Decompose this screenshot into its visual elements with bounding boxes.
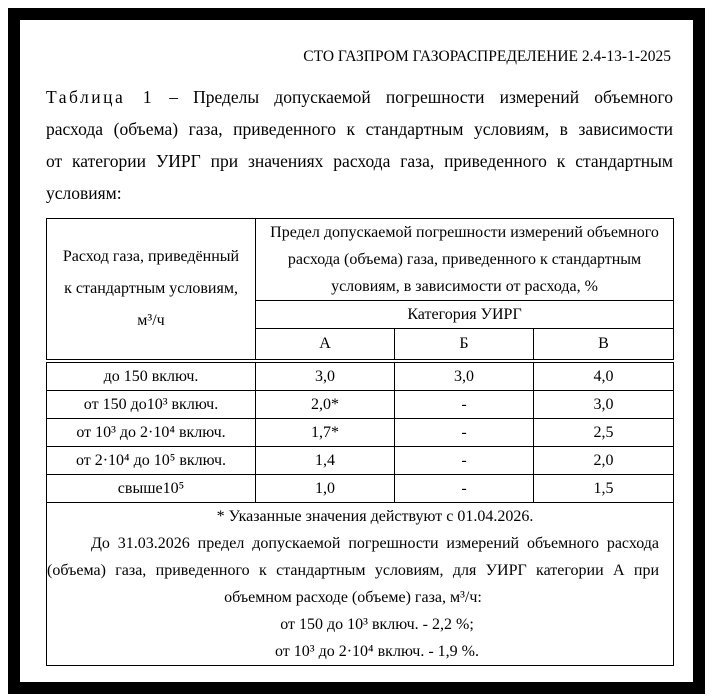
- category-a-header: А: [256, 329, 395, 362]
- caption-line-2: расхода (объема) газа, приведенного к стандартным условиям, в зависимости: [46, 119, 673, 139]
- footnote-para-line-2: (объема) газа, приведенного к стандартным условиям, для УИРГ категории А при: [47, 562, 659, 579]
- flow-header-line-2: к стандартным условиям,: [64, 280, 238, 297]
- table-row: [47, 391, 674, 419]
- value-b-cell: 3,0: [395, 361, 534, 391]
- flow-range-cell: от 150 до10³ включ.: [47, 391, 256, 419]
- error-header-line-2: расхода (объема) газа, приведенного к стандартным: [287, 251, 642, 268]
- table-footnote-cell: [47, 503, 674, 666]
- value-a-cell: 1,7*: [256, 419, 395, 447]
- category-b-header: Б: [395, 329, 534, 362]
- caption-line-1: [46, 81, 673, 113]
- flow-range-cell: до 150 включ.: [47, 361, 256, 391]
- value-a-cell: 1,0: [256, 475, 395, 503]
- value-v-cell: 1,5: [534, 475, 674, 503]
- category-header: Категория УИРГ: [256, 301, 674, 329]
- value-a-cell: 2,0*: [256, 391, 395, 419]
- value-b-cell: -: [395, 391, 534, 419]
- error-header-line-3: условиям, в зависимости от расхода, %: [331, 278, 598, 295]
- flow-header-line-3: м³/ч: [137, 312, 165, 329]
- value-v-cell: 2,0: [534, 447, 674, 475]
- value-b-cell: -: [395, 419, 534, 447]
- value-b-cell: -: [395, 475, 534, 503]
- flow-header-line-1: Расход газа, приведённый: [62, 248, 240, 265]
- document-content: [20, 47, 693, 666]
- value-v-cell: 4,0: [534, 361, 674, 391]
- footnote-asterisk-line: * Указанные значения действуют с 01.04.2026.: [216, 508, 534, 525]
- table-row: [47, 419, 674, 447]
- value-v-cell: 2,5: [534, 419, 674, 447]
- value-a-cell: 3,0: [256, 361, 395, 391]
- error-header-line-1: Предел допускаемой погрешности измерений объемного: [270, 224, 659, 241]
- flow-range-cell: свыше10⁵: [47, 475, 256, 503]
- table-row: [47, 447, 674, 475]
- value-a-cell: 1,4: [256, 447, 395, 475]
- footnote-para-line-3: объемном расходе (объеме) газа, м³/ч:: [224, 589, 482, 606]
- error-limits-table: [46, 218, 674, 666]
- footnote-row: [47, 503, 674, 666]
- standard-designation-header: СТО ГАЗПРОМ ГАЗОРАСПРЕДЕЛЕНИЕ 2.4-13-1-2025: [303, 48, 671, 65]
- footnote-item-1: от 150 до 10³ включ. - 2,2 %;: [280, 616, 474, 633]
- table-row: [47, 361, 674, 391]
- table-caption: [46, 81, 671, 209]
- caption-line-1-text: – Пределы допускаемой погрешности измерений объемного: [169, 87, 673, 107]
- flow-range-cell: от 2·10⁴ до 10⁵ включ.: [47, 447, 256, 475]
- footnote-item-2: от 10³ до 2·10⁴ включ. - 1,9 %.: [275, 643, 479, 660]
- footnote-para-line-1: До 31.03.2026 предел допускаемой погрешности измерений объемного расхода: [91, 535, 659, 552]
- flow-range-cell: от 10³ до 2·10⁴ включ.: [47, 419, 256, 447]
- error-limit-column-header: [256, 219, 674, 301]
- value-v-cell: 3,0: [534, 391, 674, 419]
- document-frame: [8, 8, 705, 694]
- category-v-header: В: [534, 329, 674, 362]
- caption-line-4: условиям:: [46, 183, 122, 203]
- caption-line-3: от категории УИРГ при значениях расхода газа, приведенного к стандартным: [46, 151, 673, 171]
- flow-rate-column-header: [47, 219, 256, 362]
- table-row: [47, 475, 674, 503]
- value-b-cell: -: [395, 447, 534, 475]
- table-number-label: Таблица 1: [46, 87, 155, 107]
